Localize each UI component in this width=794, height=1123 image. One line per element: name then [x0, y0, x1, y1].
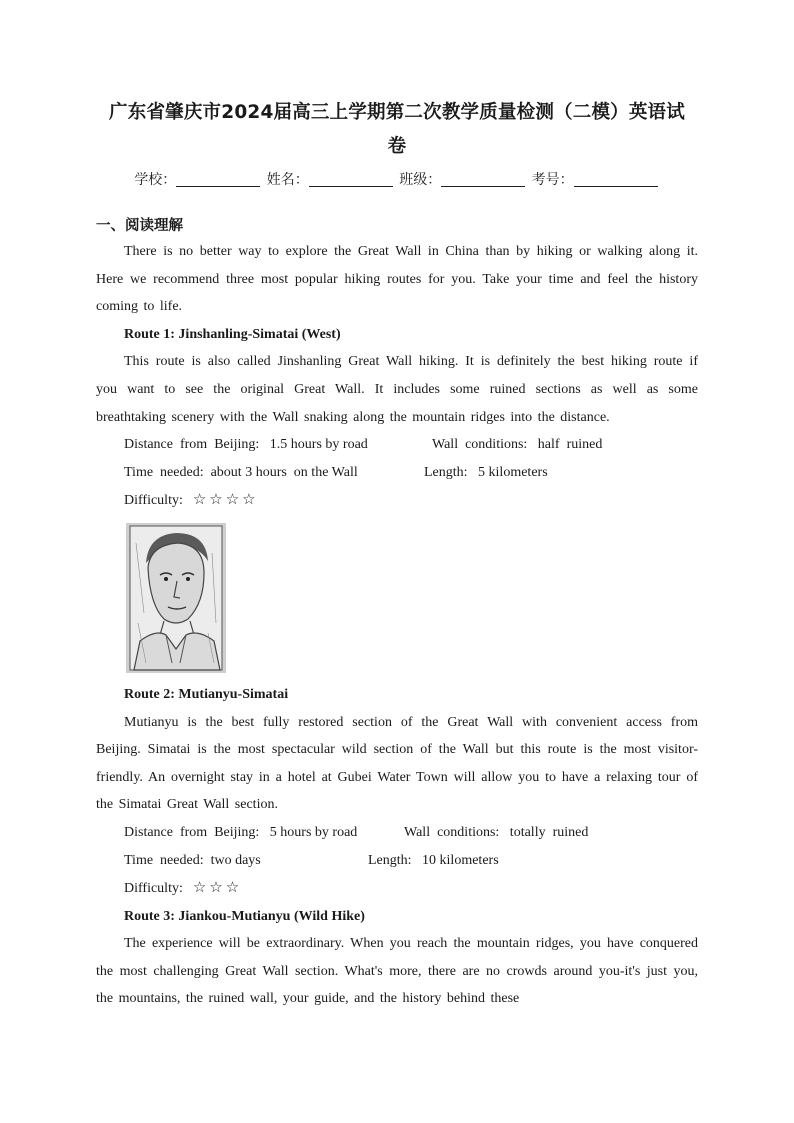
intro-paragraph: There is no better way to explore the Great Wall in China than by hiking or walking along it. Here we recommend three most popular hiking routes for you. Take your time and feel the history coming to life.: [96, 244, 698, 315]
route1-meta-row1: [96, 431, 698, 459]
id-blank[interactable]: [574, 170, 658, 187]
route2-conditions: Wall conditions: totally ruined: [404, 824, 589, 840]
title-line-2: 卷: [387, 136, 407, 157]
title-line-1: 广东省肇庆市2024届高三上学期第二次教学质量检测（二模）英语试: [109, 102, 685, 123]
route1-time: Time needed: about 3 hours on the Wall: [124, 464, 358, 480]
route2-difficulty-stars: ☆☆☆: [192, 878, 243, 897]
route3-text: The experience will be extraordinary. When you reach the mountain ridges, you have conquered the most challenging Great Wall section. What's more, there are no crowds around you-it's just you, the mountains, the ruined wall, your guide, and the history behind these: [96, 936, 698, 1007]
route1-difficulty-label: Difficulty:: [124, 493, 183, 509]
portrait-sketch-svg: [126, 523, 226, 673]
route1-conditions: Wall conditions: half ruined: [432, 437, 603, 453]
route2-distance: Distance from Beijing: 5 hours by road: [124, 824, 358, 840]
route2-time: Time needed: two days: [124, 852, 261, 868]
portrait-sketch-image: [126, 523, 226, 673]
name-label: 姓名：: [266, 172, 309, 188]
route2-text: Mutianyu is the best fully restored section of the Great Wall with convenient access from Beijing. Simatai is the most spectacular wild section of the Wall but this route is the most visitor-friendly. An overnight stay in a hotel at Gubei Water Town will allow you to have a relaxing tour of the Simatai Great Wall section.: [96, 714, 698, 813]
class-blank[interactable]: [441, 170, 525, 187]
class-label: 班级：: [399, 172, 442, 188]
route2-difficulty: [96, 874, 698, 903]
route1-heading: Route 1: Jinshanling-Simatai (West): [124, 326, 341, 342]
route1-meta-row2: [96, 459, 698, 487]
route2-meta-row2: [96, 847, 698, 875]
id-label: 考号：: [531, 172, 574, 188]
route2-heading: Route 2: Mutianyu-Simatai: [124, 686, 289, 702]
section-heading: 一、阅读理解: [96, 218, 183, 234]
route2-length: Length: 10 kilometers: [368, 852, 499, 868]
route1-distance: Distance from Beijing: 1.5 hours by road: [124, 437, 368, 453]
route1-text: This route is also called Jinshanling Great Wall hiking. It is definitely the best hiking route if you want to see the original Great Wall. It includes some ruined sections as well as some breathtaking scenery with the Wall snaking along the mountain ridges into the distance.: [96, 354, 698, 425]
document-page: [96, 96, 698, 1013]
route1-difficulty-stars: ☆☆☆☆: [192, 490, 259, 509]
route3-heading: Route 3: Jiankou-Mutianyu (Wild Hike): [124, 908, 365, 924]
route2-difficulty-label: Difficulty:: [124, 881, 183, 897]
route2-meta-row1: [96, 819, 698, 847]
student-info-line: [96, 166, 698, 194]
document-title: [96, 96, 698, 164]
route1-length: Length: 5 kilometers: [424, 464, 548, 480]
name-blank[interactable]: [309, 170, 393, 187]
school-label: 学校：: [134, 172, 177, 188]
route1-difficulty: [96, 486, 698, 515]
school-blank[interactable]: [176, 170, 260, 187]
